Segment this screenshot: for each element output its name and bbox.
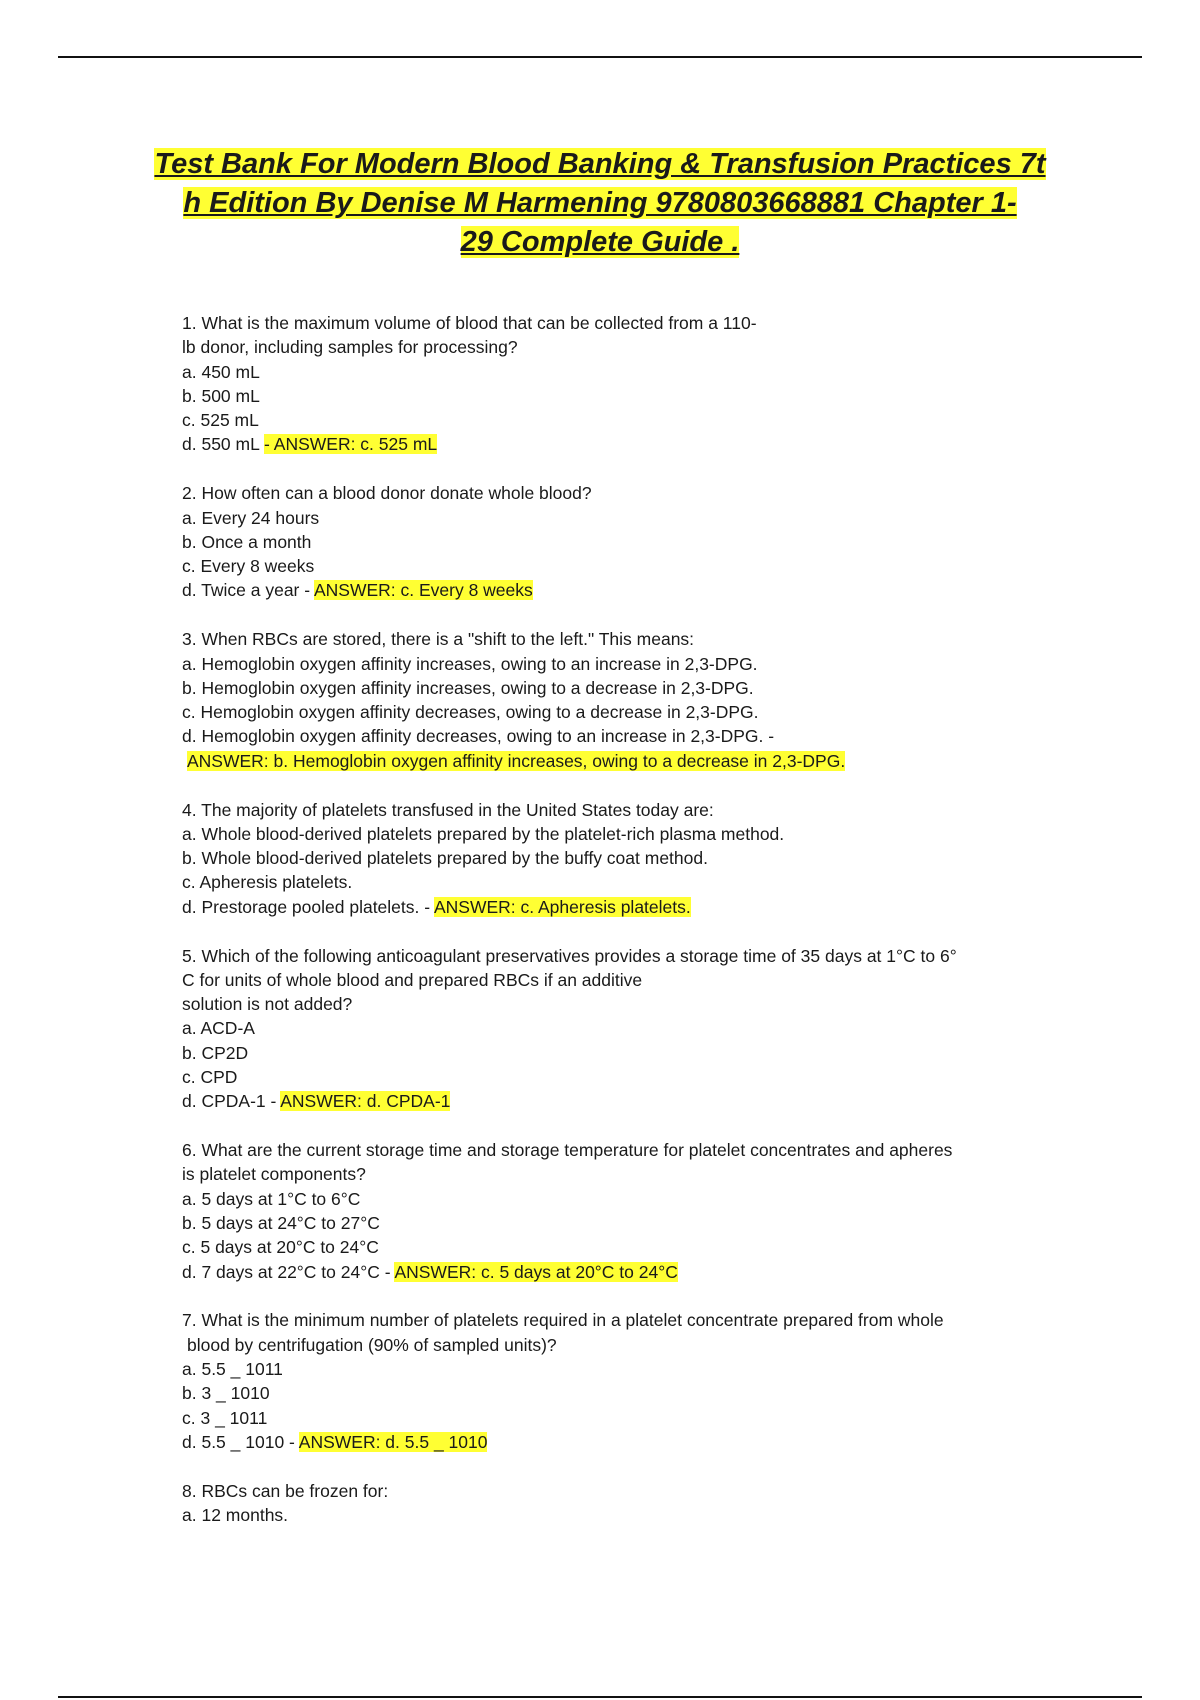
question-1 xyxy=(182,311,1042,457)
question-6 xyxy=(182,1138,1042,1284)
question-7 xyxy=(182,1308,1042,1454)
question-stem: 1. What is the maximum volume of blood that can be collected from a 110- xyxy=(182,313,757,333)
option: a. ACD-A xyxy=(182,1018,255,1039)
question-stem: is platelet components? xyxy=(182,1164,366,1185)
question-stem: 5. Which of the following anticoagulant preservatives provides a storage time of 35 days at 1°C to 6° xyxy=(182,945,957,966)
answer-highlight: ANSWER: d. CPDA-1 xyxy=(280,1091,451,1112)
question-stem: 6. What are the current storage time and storage temperature for platelet concentrates and apheres xyxy=(182,1140,953,1161)
option: a. 5 days at 1°C to 6°C xyxy=(182,1188,361,1209)
question-list xyxy=(182,311,1042,1552)
question-2 xyxy=(182,481,1042,602)
option: d. Prestorage pooled platelets. - xyxy=(182,896,434,917)
option: b. Hemoglobin oxygen affinity increases, owing to a decrease in 2,3-DPG. xyxy=(182,677,754,698)
question-stem: 3. When RBCs are stored, there is a "shift to the left." This means: xyxy=(182,629,695,650)
title-line-3: 29 Complete Guide . xyxy=(460,226,740,258)
answer-highlight: ANSWER: c. Apheresis platelets. xyxy=(433,896,691,917)
option: b. Whole blood-derived platelets prepared by the buffy coat method. xyxy=(182,848,708,869)
option: c. 3 _ 1011 xyxy=(182,1407,268,1428)
option-line xyxy=(182,1430,1042,1454)
bottom-rule xyxy=(58,1696,1142,1698)
answer-highlight: ANSWER: c. Every 8 weeks xyxy=(313,580,533,601)
option: d. CPDA-1 - xyxy=(182,1091,281,1112)
option: c. CPD xyxy=(182,1067,238,1088)
option: a. Every 24 hours xyxy=(182,507,320,528)
option: a. Whole blood-derived platelets prepared by the platelet-rich plasma method. xyxy=(182,823,785,844)
option: c. Every 8 weeks xyxy=(182,556,315,577)
question-stem: 8. RBCs can be frozen for: xyxy=(182,1480,389,1501)
title-line-1: Test Bank For Modern Blood Banking & Transfusion Practices 7t xyxy=(154,148,1046,180)
option-line xyxy=(182,1089,1042,1113)
option-line xyxy=(182,432,1042,456)
option: d. 5.5 _ 1010 - xyxy=(182,1431,299,1452)
option: d. 550 mL xyxy=(182,434,265,455)
question-stem: solution is not added? xyxy=(182,994,353,1015)
answer-highlight: ANSWER: b. Hemoglobin oxygen affinity increases, owing to a decrease in 2,3-DPG. xyxy=(187,750,846,771)
question-stem: C for units of whole blood and prepared RBCs if an additive xyxy=(182,969,643,990)
top-rule xyxy=(58,56,1142,58)
option: a. 450 mL xyxy=(182,361,260,382)
question-3 xyxy=(182,627,1042,773)
question-stem: 7. What is the minimum number of platelets required in a platelet concentrate prepared from whole xyxy=(182,1310,944,1331)
option: a. 5.5 _ 1011 xyxy=(182,1358,283,1379)
question-stem: 2. How often can a blood donor donate whole blood? xyxy=(182,483,592,504)
question-stem: blood by centrifugation (90% of sampled units)? xyxy=(187,1334,557,1355)
answer-highlight: ANSWER: d. 5.5 _ 1010 xyxy=(298,1431,488,1452)
option: a. 12 months. xyxy=(182,1504,289,1525)
option: c. Hemoglobin oxygen affinity decreases, owing to a decrease in 2,3-DPG. xyxy=(182,702,759,723)
question-stem: lb donor, including samples for processing? xyxy=(182,337,518,358)
option: c. Apheresis platelets. xyxy=(182,872,353,893)
option: d. Hemoglobin oxygen affinity decreases, owing to an increase in 2,3-DPG. - xyxy=(182,726,775,747)
option: b. 500 mL xyxy=(182,385,260,406)
question-5 xyxy=(182,944,1042,1114)
option: d. 7 days at 22°C to 24°C - xyxy=(182,1261,395,1282)
option: a. Hemoglobin oxygen affinity increases, owing to an increase in 2,3-DPG. xyxy=(182,653,758,674)
answer-highlight: - ANSWER: c. 525 mL xyxy=(264,434,438,455)
option: d. Twice a year - xyxy=(182,580,314,601)
option: b. CP2D xyxy=(182,1042,249,1063)
title-line-2: h Edition By Denise M Harmening 9780803668881 Chapter 1- xyxy=(183,187,1017,219)
question-stem: 4. The majority of platelets transfused in the United States today are: xyxy=(182,799,714,820)
option: b. 3 _ 1010 xyxy=(182,1383,270,1404)
option: b. 5 days at 24°C to 27°C xyxy=(182,1213,380,1233)
option: c. 525 mL xyxy=(182,410,259,431)
answer-highlight: ANSWER: c. 5 days at 20°C to 24°C xyxy=(394,1261,678,1282)
option: c. 5 days at 20°C to 24°C xyxy=(182,1237,379,1258)
option-line xyxy=(182,578,1042,602)
question-8 xyxy=(182,1479,1042,1528)
page-title xyxy=(150,145,1050,262)
answer-line xyxy=(182,749,1042,773)
question-4 xyxy=(182,798,1042,919)
option-line xyxy=(182,895,1042,919)
option-line xyxy=(182,1260,1042,1284)
option: b. Once a month xyxy=(182,531,312,552)
